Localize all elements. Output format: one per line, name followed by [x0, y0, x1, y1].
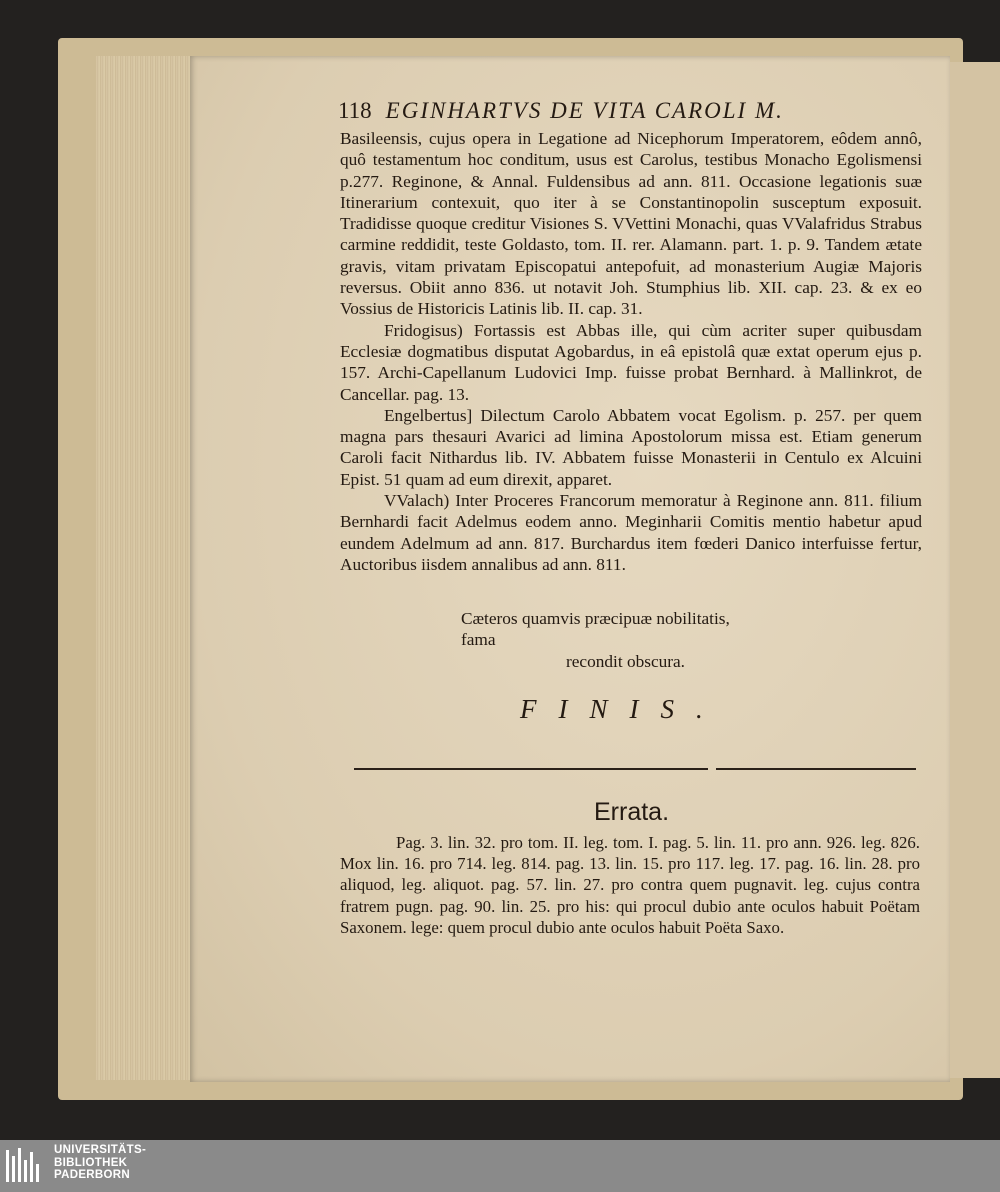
- paragraph: VValach) Inter Proceres Francorum memoratur à Reginone ann. 811. filium Bernhardi facit Adelmus eodem anno. Meginharii Comitis mentio habetur apud eundem Adelmum ad ann. 817. Burchardus item fœderi Danico interfuisse fertur, Auctoribus iisdem annalibus ad ann. 811.: [340, 491, 922, 574]
- errata-list: [340, 832, 920, 938]
- library-name-line: PADERBORN: [54, 1169, 130, 1181]
- divider-rule: [716, 768, 916, 770]
- paragraph: Fridogisus) Fortassis est Abbas ille, qui cùm acriter super quibusdam Ecclesiæ dogmatibus disputat Agobardus, in eâ epistolâ quæ extat operum ejus p. 157. Archi-Capellanum Ludovici Imp. fuisse probat Bernhard. à Mallinkrot, de Cancellar. pag. 13.: [340, 320, 922, 404]
- paragraph: Engelbertus] Dilectum Carolo Abbatem vocat Egolism. p. 257. per quem magna pars thesauri Avarici ad limina Apostolorum missa est. Etiam generum Caroli facit Nithardus lib. IV. Abbatem fuisse Monasterii in Centulo ex Alcuini Epist. 51 quam ad eum direxit, apparet.: [340, 405, 922, 489]
- verse-line: Cæteros quamvis præcipuæ nobilitatis, fama: [461, 609, 730, 650]
- paragraph: Basileensis, cujus opera in Legatione ad Nicephorum Imperatorem, eôdem annô, quô testamentum hoc conditum, usus est Carolus, testibus Monacho Egolismensi p.277. Reginone, & Annal. Fuldensibus ad ann. 811. Occasione legationis suæ Itinerarium contexuit, quo iter à se Constantinopolin susceptum exposuit. Tradidisse quoque creditur Visiones S. VVettini Monachi, quas VValafridus Strabus carmine reddidit, teste Goldasto, tom. II. rer. Alamann. part. 1. p. 9. Tandem ætate gravis, vitam privatam Episcopatui antepofuit, ad monasterium Augiæ Majoris reversus. Obiit anno 836. ut notavit Joh. Stumphius lib. XII. cap. 23. & ex eo Vossius de Historicis Latinis lib. II. cap. 31.: [340, 129, 922, 319]
- library-logo-icon: [4, 1146, 46, 1186]
- page-edges: [96, 56, 193, 1080]
- closing-verse: [190, 608, 750, 672]
- commentary-text: [340, 128, 922, 575]
- finis-heading: FINIS.: [520, 694, 725, 724]
- divider-rule: [354, 768, 708, 770]
- library-name: [54, 1144, 146, 1182]
- verse-line: recondit obscura.: [566, 651, 686, 671]
- errata-paragraph: Pag. 3. lin. 32. pro tom. II. leg. tom. I. pag. 5. lin. 11. pro ann. 926. leg. 826. Mox lin. 16. pro 714. leg. 814. pag. 13. lin. 15. pro 117. leg. 17. pag. 16. lin. 28. pro aliquod, leg. aliquot. pag. 57. lin. 27. pro contra quem pugnavit. leg. cujus contra fratrem pugn. pag. 90. lin. 25. pro his: qui procul dubio ante oculos habuit Poëtam Saxonem. lege: quem procul dubio ante oculos habuit Poëta Saxo.: [340, 833, 920, 937]
- facing-page-edge: [946, 62, 1000, 1078]
- errata-title: Errata.: [594, 798, 670, 826]
- library-name-line: BIBLIOTHEK: [54, 1156, 128, 1169]
- running-title: EGINHARTVS DE VITA CAROLI M.: [385, 98, 784, 123]
- library-footer: [0, 1140, 1000, 1192]
- running-head: [338, 98, 938, 124]
- library-name-line: UNIVERSITÄTS-: [54, 1144, 147, 1156]
- book-page: [190, 56, 950, 1082]
- page-number: 118: [338, 98, 372, 123]
